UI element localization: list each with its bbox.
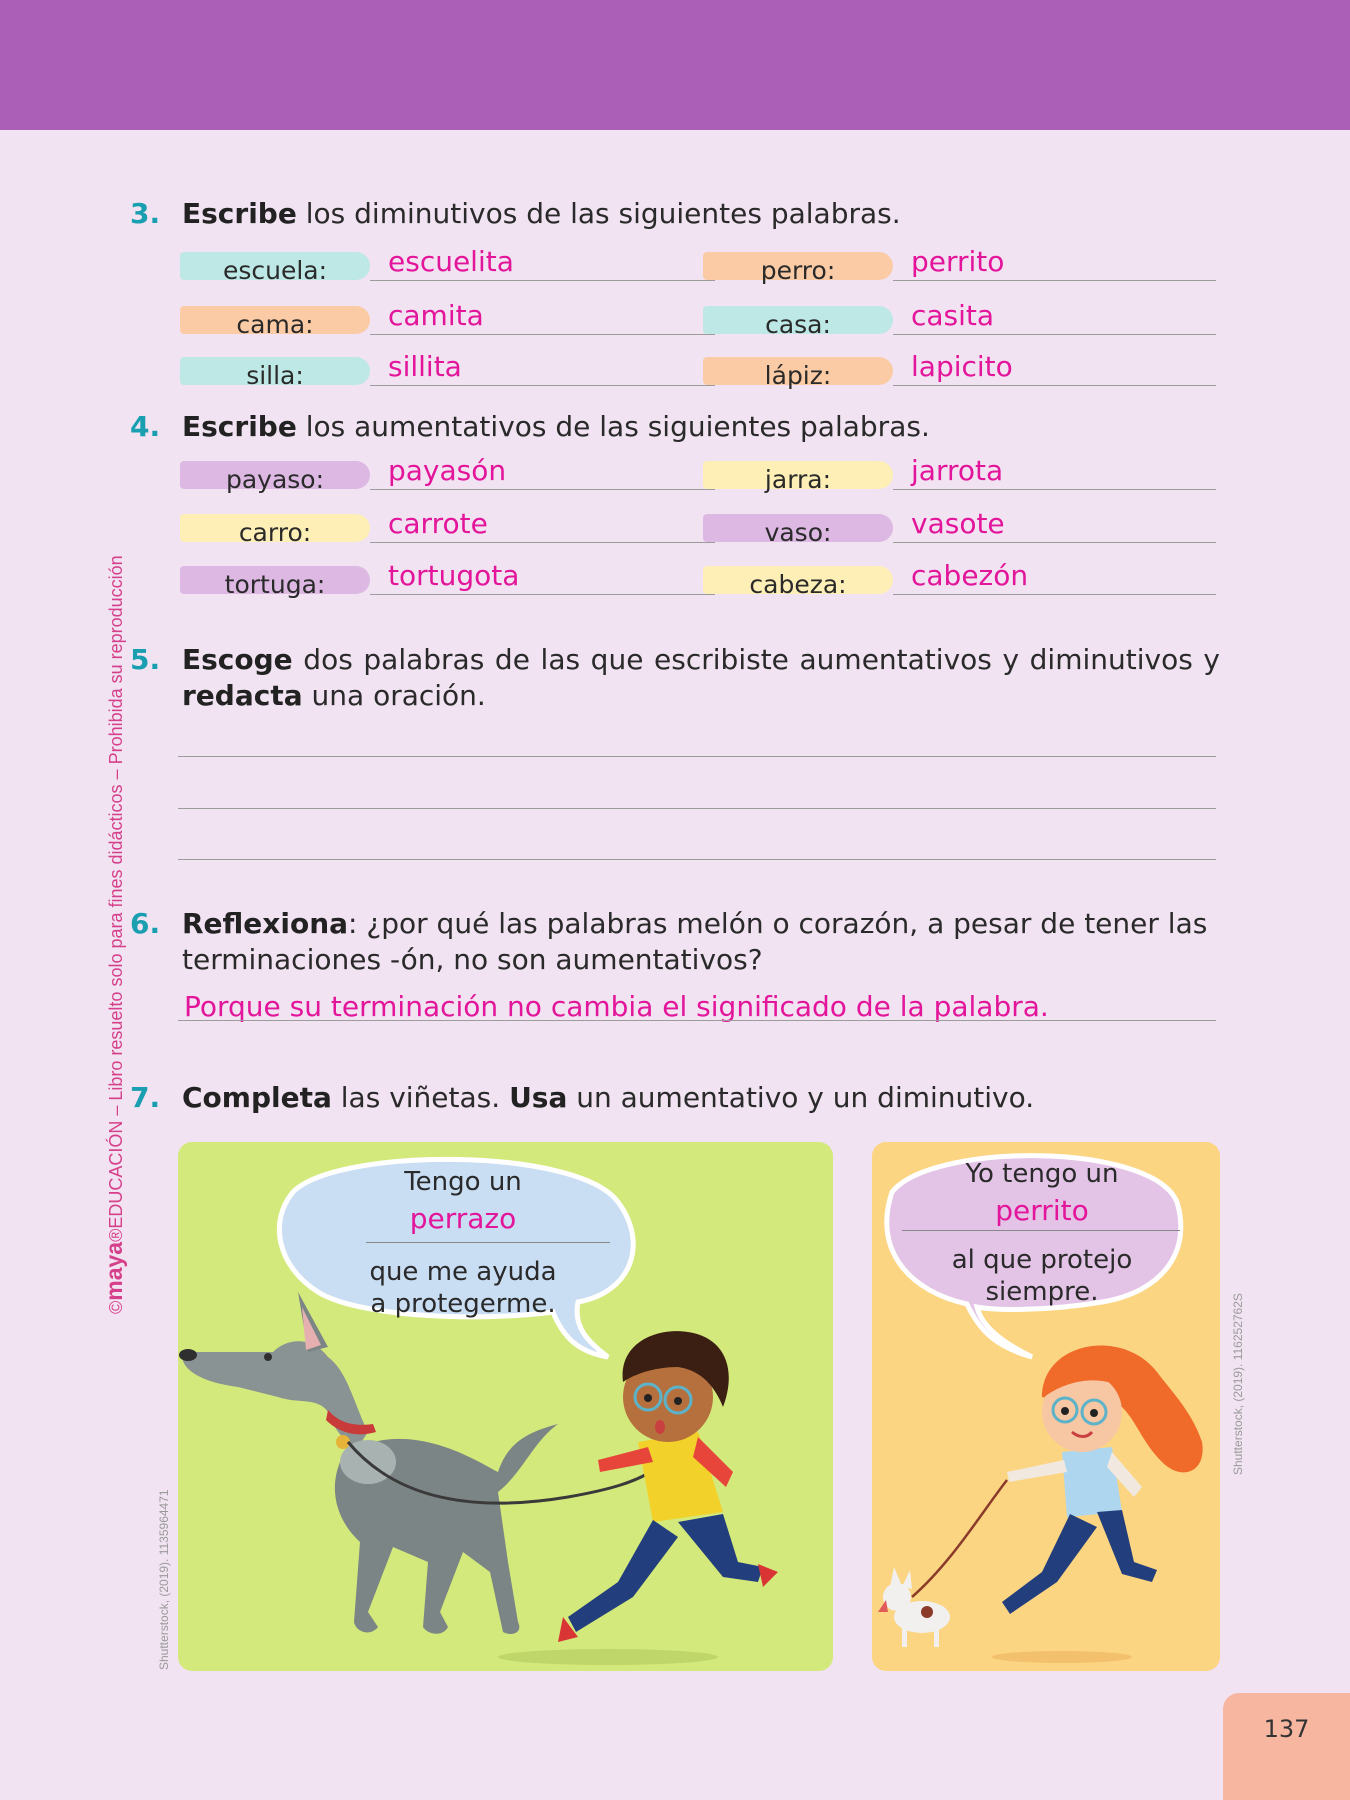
boy-shirt <box>638 1432 723 1522</box>
answer-line <box>893 334 1216 335</box>
word-tag: perro: <box>703 252 893 280</box>
question-number: 5. <box>130 643 161 676</box>
question-verb: Usa <box>509 1081 568 1114</box>
answer-line <box>893 594 1216 595</box>
header-bar <box>0 0 1350 130</box>
word-row <box>180 454 715 494</box>
word-tag: silla: <box>180 357 370 385</box>
word-row <box>703 454 1216 494</box>
word-tag: payaso: <box>180 461 370 489</box>
question-5 <box>130 642 1220 714</box>
copyright-side-note <box>101 555 128 1314</box>
boy-character <box>558 1331 778 1642</box>
image-credit: Shutterstock, (2019). 116252762S <box>1231 1293 1245 1475</box>
question-verb: redacta <box>182 679 303 712</box>
bubble-line-3: a protegerme. <box>370 1289 556 1319</box>
answer-text[interactable]: sillita <box>388 350 462 383</box>
word-tag: cabeza: <box>703 566 893 594</box>
answer-text[interactable]: carrote <box>388 507 488 540</box>
word-tag: escuela: <box>180 252 370 280</box>
image-credit: Shutterstock, (2019). 1135964471 <box>157 1489 171 1670</box>
ground-shadow <box>498 1649 718 1665</box>
answer-line <box>370 334 715 335</box>
bubble-line-2: al que protejo <box>951 1245 1133 1275</box>
word-row <box>703 350 1216 390</box>
answer-text[interactable]: Porque su terminación no cambia el significado de la palabra. <box>184 990 1049 1023</box>
bubble-answer-line <box>366 1242 610 1243</box>
question-text: : ¿por qué las palabras melón o corazón, a pesar de tener las terminaciones -ón, no son aumentativos? <box>182 907 1208 976</box>
answer-text[interactable]: perrito <box>911 245 1005 278</box>
question-prompt <box>182 642 1220 714</box>
brand-logo: maya <box>101 1241 127 1301</box>
answer-text[interactable]: lapicito <box>911 350 1013 383</box>
answer-line <box>893 385 1216 386</box>
answer-line <box>178 1020 1216 1021</box>
word-tag: lápiz: <box>703 357 893 385</box>
page-number: 137 <box>1263 1715 1310 1743</box>
question-number: 3. <box>130 197 161 230</box>
answer-line <box>370 385 715 386</box>
word-tag: vaso: <box>703 514 893 542</box>
boy-trousers <box>568 1520 678 1632</box>
word-row <box>180 299 715 339</box>
question-number: 4. <box>130 410 161 443</box>
girl-trousers <box>1002 1514 1097 1614</box>
question-text: una oración. <box>302 679 486 712</box>
question-verb: Escribe <box>182 197 297 230</box>
question-prompt <box>182 906 1220 978</box>
answer-text[interactable]: vasote <box>911 507 1005 540</box>
bubble-line-1: Tengo un <box>404 1167 522 1197</box>
copyright-symbol: © <box>106 1300 126 1314</box>
answer-text[interactable]: casita <box>911 299 995 332</box>
side-note-text: EDUCACIÓN – Libro resuelto solo para fines didácticos – Prohibida su reproducción <box>106 555 126 1229</box>
word-tag: carro: <box>180 514 370 542</box>
bubble-line-3: siempre. <box>985 1277 1099 1307</box>
word-tag: jarra: <box>703 461 893 489</box>
small-dog <box>878 1567 950 1647</box>
question-text: un aumentativo y un diminutivo. <box>567 1081 1035 1114</box>
answer-line <box>370 594 715 595</box>
question-text: los aumentativos de las siguientes palabras. <box>296 410 930 443</box>
question-7 <box>130 1080 1220 1116</box>
word-row <box>180 559 715 599</box>
dog-eye <box>264 1353 272 1361</box>
answer-text[interactable]: camita <box>388 299 484 332</box>
question-prompt <box>182 409 1220 445</box>
writing-line[interactable] <box>178 808 1216 809</box>
question-number: 7. <box>130 1081 161 1114</box>
bubble-answer-line <box>902 1230 1180 1231</box>
answer-text[interactable]: jarrota <box>911 454 1004 487</box>
answer-line <box>370 489 715 490</box>
word-tag: casa: <box>703 306 893 334</box>
question-text: los diminutivos de las siguientes palabras. <box>296 197 901 230</box>
bubble-answer[interactable]: perrazo <box>409 1202 517 1235</box>
leash <box>912 1480 1007 1597</box>
question-verb: Completa <box>182 1081 332 1114</box>
word-row <box>180 245 715 285</box>
answer-text[interactable]: escuelita <box>388 245 514 278</box>
word-tag: cama: <box>180 306 370 334</box>
answer-line <box>370 542 715 543</box>
writing-line[interactable] <box>178 859 1216 860</box>
answer-text[interactable]: cabezón <box>911 559 1029 592</box>
question-text: dos palabras de las que escribiste aumentativos y diminutivos y <box>292 643 1220 676</box>
bubble-line-1: Yo tengo un <box>965 1159 1119 1189</box>
ground-shadow <box>992 1651 1132 1663</box>
dog-nose <box>179 1349 197 1361</box>
question-3 <box>130 196 1220 232</box>
question-6 <box>130 906 1220 978</box>
bubble-line-2: que me ayuda <box>369 1257 557 1287</box>
answer-text[interactable]: payasón <box>388 454 507 487</box>
answer-line <box>370 280 715 281</box>
question-number: 6. <box>130 907 161 940</box>
comic-panel-girl-small-dog <box>872 1142 1220 1671</box>
answer-line <box>893 280 1216 281</box>
word-tag: tortuga: <box>180 566 370 594</box>
writing-line[interactable] <box>178 756 1216 757</box>
question-verb: Reflexiona <box>182 907 349 940</box>
question-verb: Escoge <box>182 643 293 676</box>
answer-text[interactable]: tortugota <box>388 559 520 592</box>
word-row <box>180 350 715 390</box>
word-row <box>703 559 1216 599</box>
word-row <box>703 245 1216 285</box>
word-row <box>180 507 715 547</box>
question-verb: Escribe <box>182 410 297 443</box>
answer-line <box>893 542 1216 543</box>
question-prompt <box>182 196 1220 232</box>
word-row <box>703 299 1216 339</box>
comic-panel-boy-big-dog <box>178 1142 833 1671</box>
question-text: las viñetas. <box>331 1081 510 1114</box>
word-row <box>703 507 1216 547</box>
page-number-tab <box>1223 1693 1350 1800</box>
question-prompt <box>182 1080 1220 1116</box>
question-4 <box>130 409 1220 445</box>
registered-symbol: ® <box>106 1228 126 1242</box>
answer-line <box>893 489 1216 490</box>
bubble-answer[interactable]: perrito <box>995 1194 1089 1227</box>
